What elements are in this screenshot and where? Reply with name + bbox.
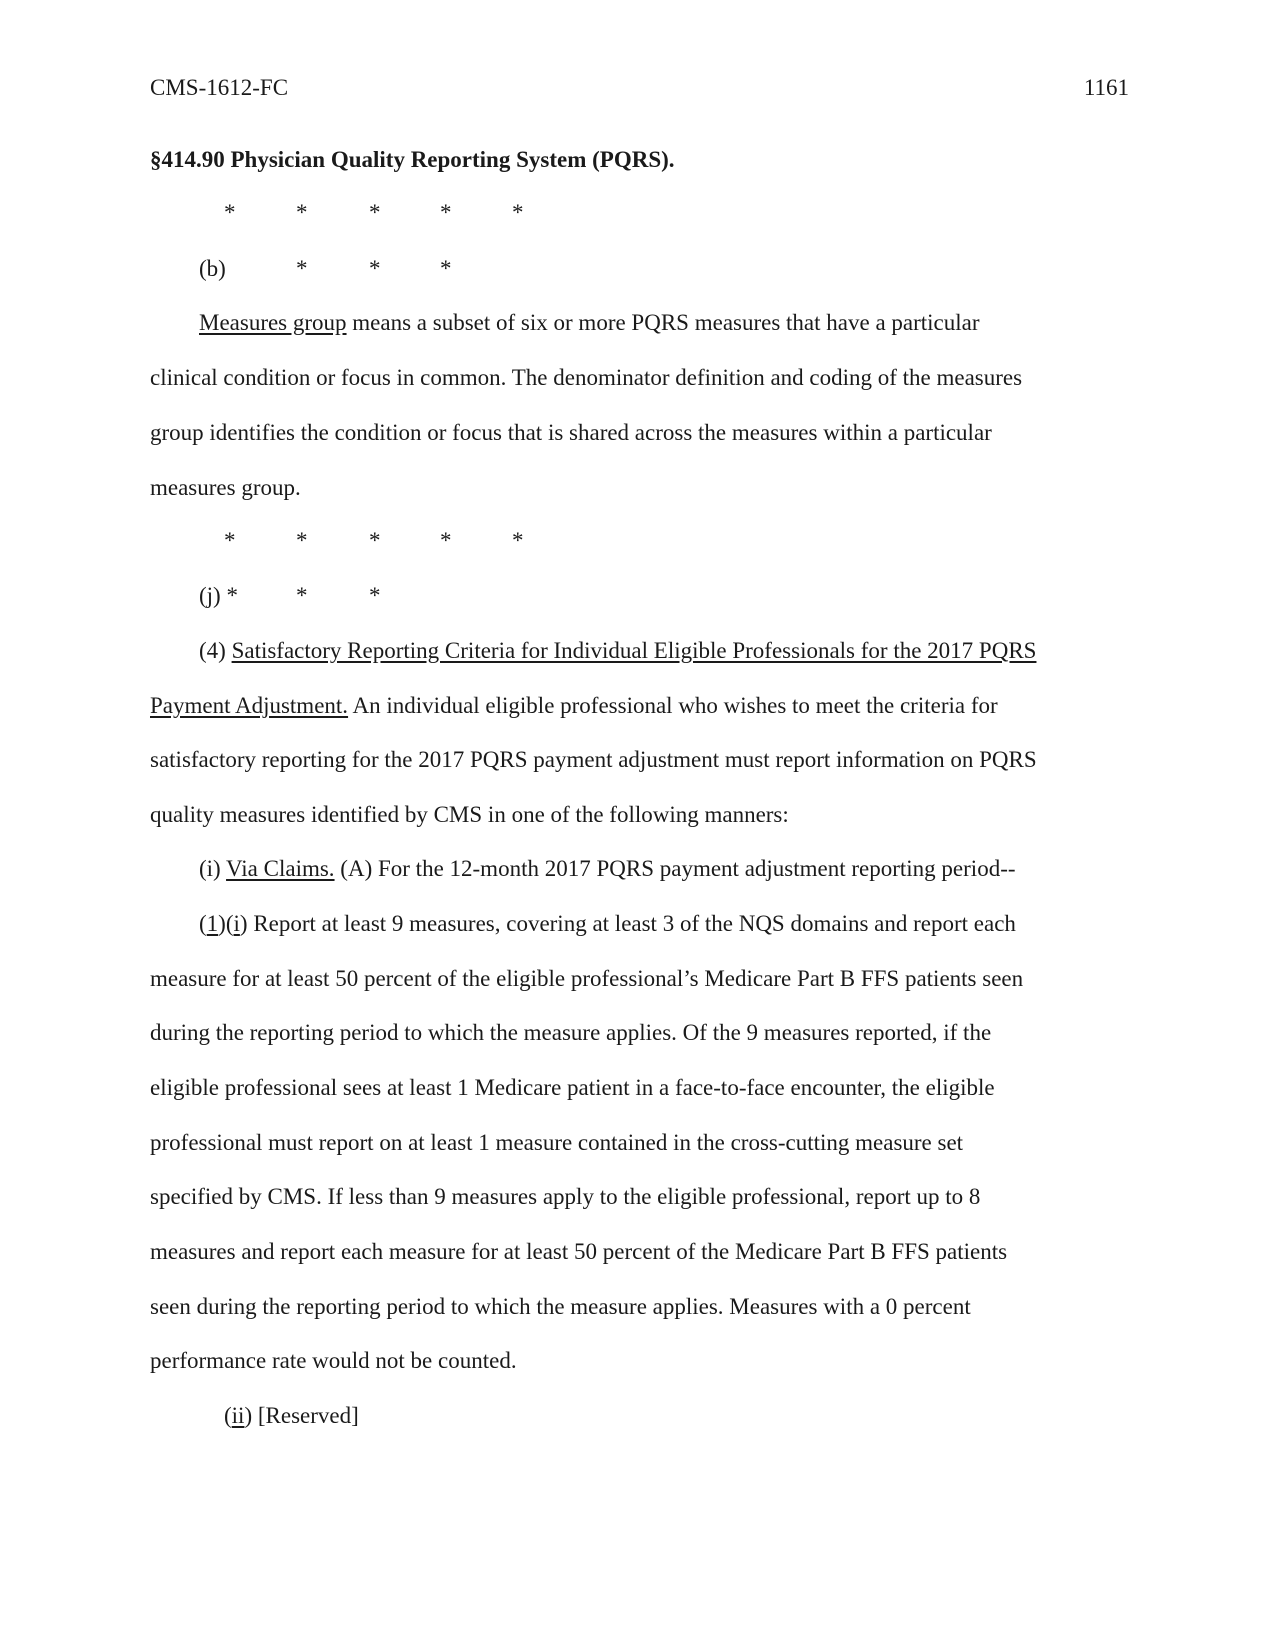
star: * [224,528,236,553]
paragraph-4-line-2 [150,692,1130,720]
star: * [224,200,236,225]
star: * [512,528,524,553]
measures-group-line-3: group identifies the condition or focus that is shared across the measures within a particular [150,420,992,445]
paragraph-1i-line-7: measures and report each measure for at least 50 percent of the Medicare Part B FFS patients [150,1239,1008,1264]
star: * [296,528,308,553]
paragraph-4-line-1 [199,637,1179,665]
paragraph-number: (4) [199,638,232,663]
star: * [296,583,308,608]
paragraph-ii-line [224,1402,1204,1430]
text: [Reserved] [252,1403,359,1428]
star: * [296,256,308,281]
paren: ) [244,1403,253,1428]
measures-group-line-2: clinical condition or focus in common. The denominator definition and coding of the measures [150,365,1023,390]
defined-term: Measures group [199,310,347,335]
paragraph-number: ii [231,1403,245,1428]
paragraph-1i-line-1 [199,910,1179,938]
star: * [369,256,381,281]
measures-group-line-4: measures group. [150,475,301,500]
page-number: 1161 [1083,75,1129,100]
paragraph-label: (b) [199,256,226,281]
paragraph-4-line-4: quality measures identified by CMS in one of the following manners: [150,802,789,827]
paragraph-1i-line-9: performance rate would not be counted. [150,1348,517,1373]
star: * [512,200,524,225]
paragraph-number: 1 [206,911,219,936]
paragraph-4-line-3: satisfactory reporting for the 2017 PQRS payment adjustment must report information on PQRS [150,747,1037,772]
star: * [369,200,381,225]
paragraph-1i-line-4: eligible professional sees at least 1 Medicare patient in a face-to-face encounter, the eligible [150,1075,995,1100]
star: * [369,583,381,608]
paragraph-1i-line-6: specified by CMS. If less than 9 measures apply to the eligible professional, report up to 8 [150,1184,981,1209]
text: means a subset of six or more PQRS measures that have a particular [346,310,980,335]
text: An individual eligible professional who wishes to meet the criteria for [348,693,998,718]
paragraph-i-line [199,855,1179,883]
paragraph-number: i [233,911,240,936]
paren: ) [239,911,248,936]
star: * [440,256,452,281]
paragraph-number: (i) [199,856,227,881]
star: * [440,200,452,225]
paragraph-label: (j) * [199,583,238,608]
paragraph-1i-line-2: measure for at least 50 percent of the eligible professional’s Medicare Part B FFS patients seen [150,966,1024,991]
text: Report at least 9 measures, covering at least 3 of the NQS domains and report each [247,911,1016,936]
paragraph-heading: Payment Adjustment. [150,693,349,718]
paragraph-heading: Via Claims. [226,856,335,881]
paren: ( [199,911,207,936]
measures-group-line-1 [199,309,1179,337]
paren: ( [224,1403,232,1428]
star: * [440,528,452,553]
paragraph-heading: Satisfactory Reporting Criteria for Individual Eligible Professionals for the 2017 PQRS [231,638,1037,663]
text: (A) For the 12-month 2017 PQRS payment adjustment reporting period-- [334,856,1016,881]
paragraph-1i-line-5: professional must report on at least 1 measure contained in the cross-cutting measure set [150,1130,964,1155]
paragraph-1i-line-8: seen during the reporting period to which the measure applies. Measures with a 0 percent [150,1294,971,1319]
doc-id: CMS-1612-FC [150,75,289,100]
section-title: §414.90 Physician Quality Reporting System (PQRS). [150,147,675,172]
paren: )( [218,911,234,936]
paragraph-1i-line-3: during the reporting period to which the measure applies. Of the 9 measures reported, if the [150,1020,992,1045]
star: * [296,200,308,225]
star: * [369,528,381,553]
